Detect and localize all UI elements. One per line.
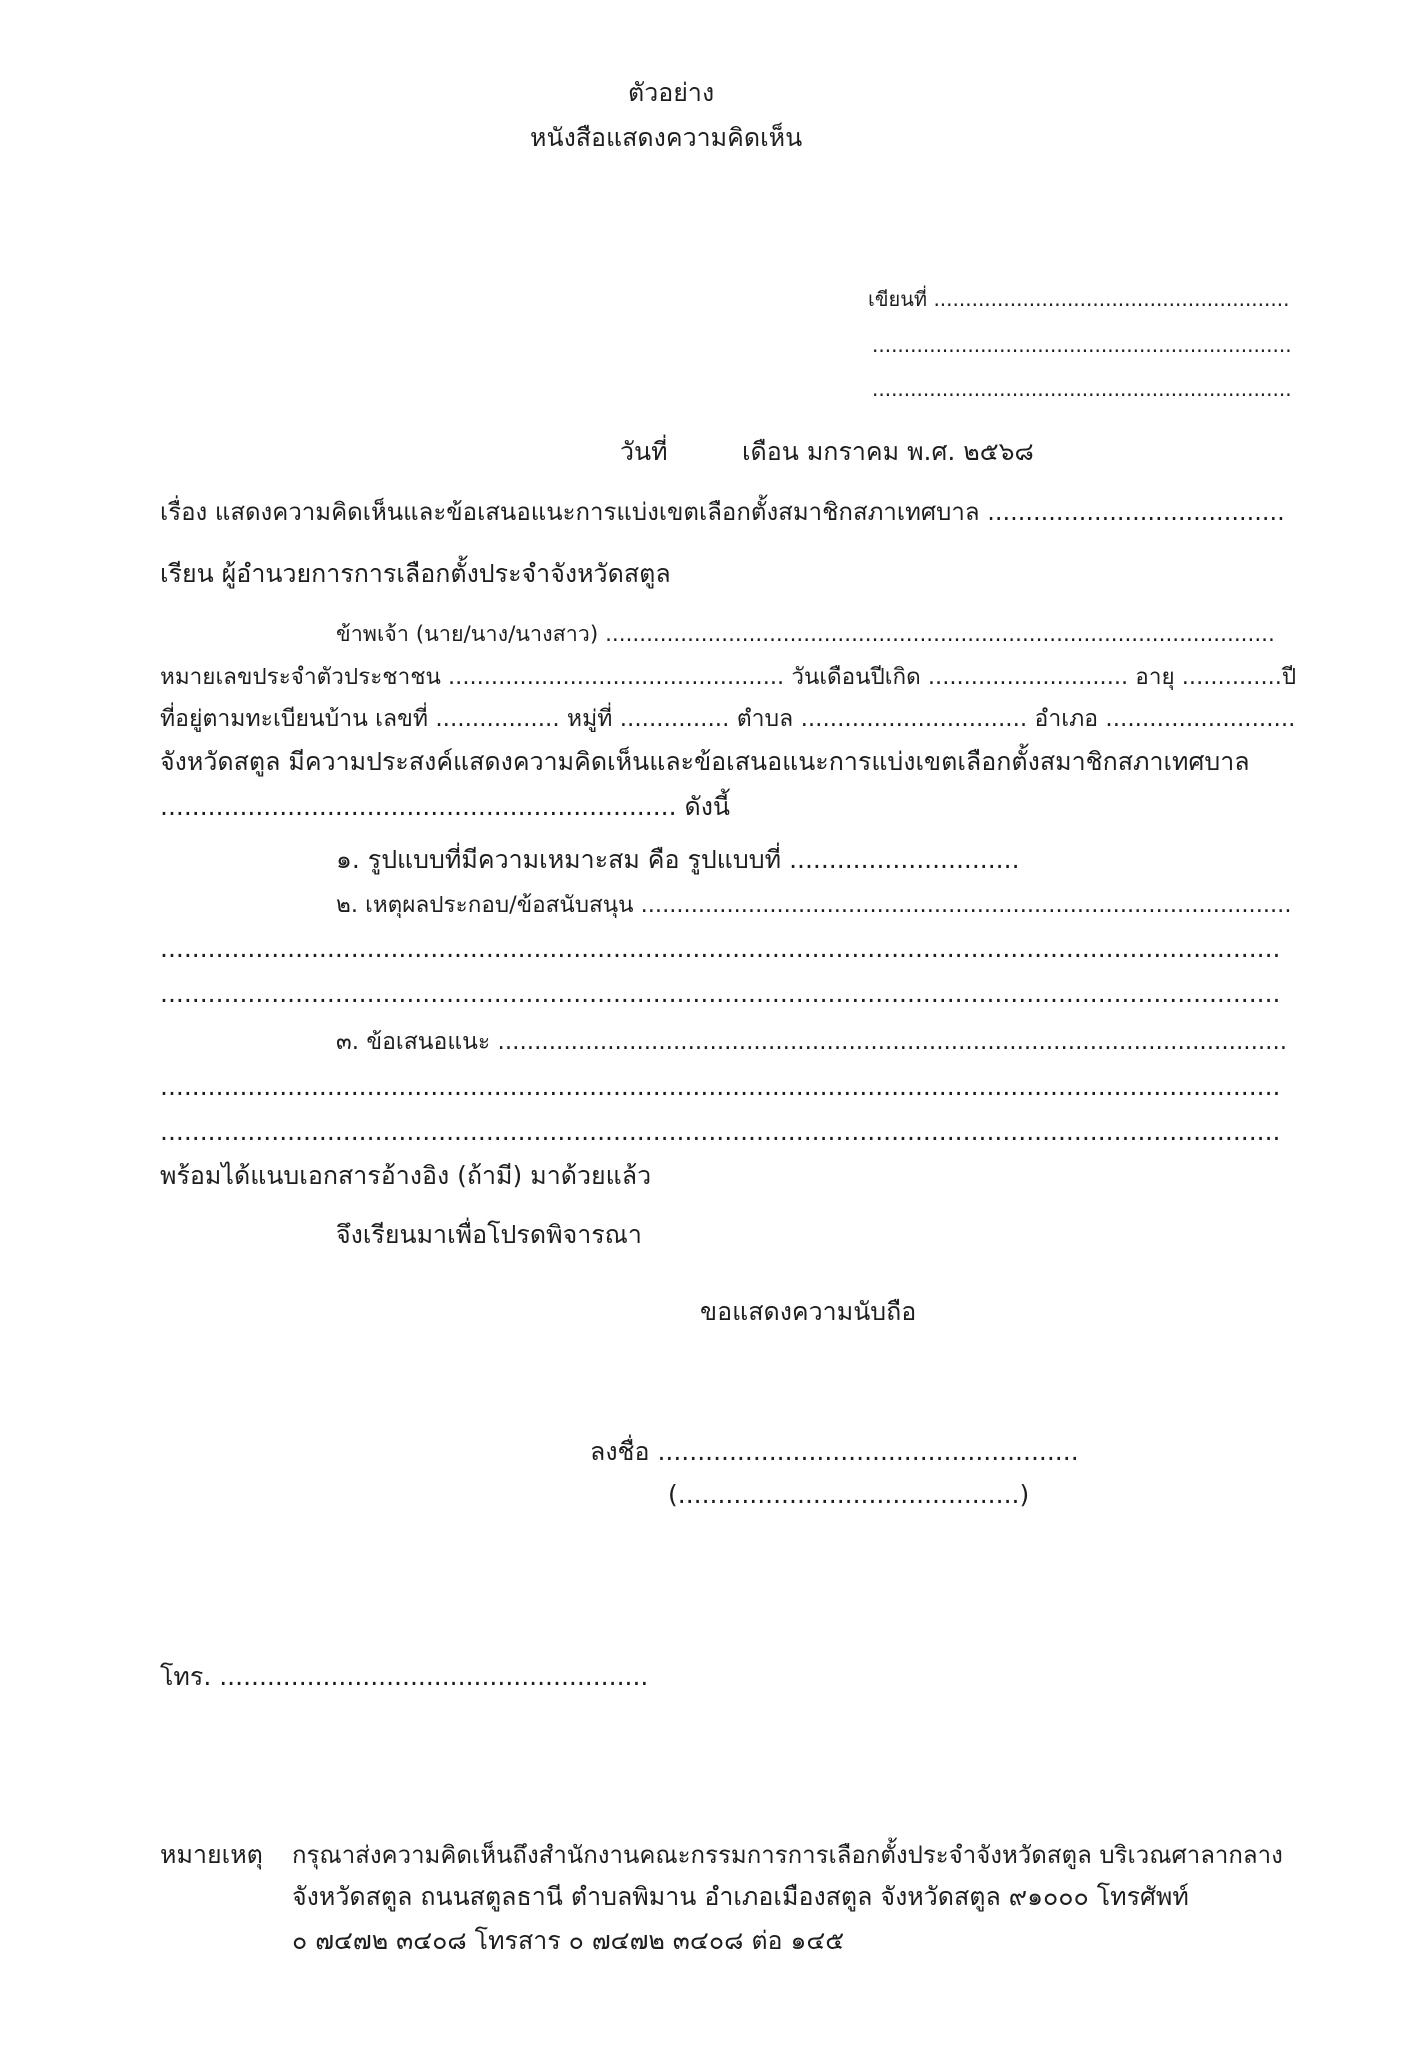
signature-line: ลงชื่อ ..................................................... <box>590 1437 1079 1466</box>
document-title: หนังสือแสดงความคิดเห็น <box>530 123 803 152</box>
sample-label: ตัวอย่าง <box>628 78 715 107</box>
subject-line: เรื่อง แสดงความคิดเห็นและข้อเสนอแนะการแบ่งเขตเลือกตั้งสมาชิกสภาเทศบาล ....................................... <box>160 498 1285 526</box>
note-line-1: กรุณาส่งความคิดเห็นถึงสำนักงานคณะกรรมการการเลือกตั้งประจำจังหวัดสตูล บริเวณศาลากลาง <box>292 1841 1283 1869</box>
note-line-2: จังหวัดสตูล ถนนสตูลธานี ตำบลพิมาน อำเภอเมืองสตูล จังหวัดสตูล ๙๑๐๐๐ โทรศัพท์ <box>292 1882 1189 1911</box>
body-line-id: หมายเลขประจำตัวประชาชน ............................................... วันเดือนปีเกิด ............................ อายุ ..............ปี <box>160 664 1297 690</box>
salutation-line: เรียน ผู้อำนวยการการเลือกตั้งประจำจังหวัดสตูล <box>160 559 671 588</box>
closing-regards: ขอแสดงความนับถือ <box>700 1297 917 1326</box>
attachment-line: พร้อมได้แนบเอกสารอ้างอิง (ถ้ามี) มาด้วยแล้ว <box>160 1161 652 1190</box>
date-day-label: วันที่ <box>620 437 668 466</box>
item-1-format: ๑. รูปแบบที่มีความเหมาะสม คือ รูปแบบที่ ............................. <box>336 845 1020 874</box>
item-2-line-2: ............................................................................................................................................. <box>160 934 1281 963</box>
address-line-2: .................................................................. <box>872 333 1292 357</box>
item-3-line-3: ............................................................................................................................................. <box>160 1117 1281 1146</box>
note-label: หมายเหตุ <box>160 1840 263 1869</box>
phone-line: โทร. ...................................................... <box>160 1662 649 1691</box>
body-line-as-follows: ................................................................. ดังนี้ <box>160 792 731 821</box>
body-line-name: ข้าพเจ้า (นาย/นาง/นางสาว) .................................................................................................. <box>336 622 1275 647</box>
signatory-name: (...........................................) <box>668 1480 1030 1509</box>
body-line-purpose: จังหวัดสตูล มีความประสงค์แสดงความคิดเห็นและข้อเสนอแนะการแบ่งเขตเลือกตั้งสมาชิกสภาเทศบาล <box>160 747 1250 776</box>
written-at-line: เขียนที่ ........................................................ <box>868 287 1290 311</box>
date-month-year: เดือน มกราคม พ.ศ. ๒๕๖๘ <box>742 437 1034 466</box>
body-line-address: ที่อยู่ตามทะเบียนบ้าน เลขที่ ................. หมู่ที่ ............... ตำบล ............................... อำเภอ .......................... <box>160 706 1296 732</box>
item-3-line-2: ............................................................................................................................................. <box>160 1072 1281 1101</box>
address-line-3: .................................................................. <box>872 377 1292 401</box>
item-2-line-3: ............................................................................................................................................. <box>160 979 1281 1008</box>
closing-request: จึงเรียนมาเพื่อโปรดพิจารณา <box>336 1220 642 1249</box>
note-line-3: ๐ ๗๔๗๒ ๓๔๐๘ โทรสาร ๐ ๗๔๗๒ ๓๔๐๘ ต่อ ๑๔๕ <box>292 1926 845 1955</box>
item-2-reasons: ๒. เหตุผลประกอบ/ข้อสนับสนุน ........................................................................................... <box>336 892 1292 918</box>
item-3-suggestions: ๓. ข้อเสนอแนะ ............................................................................................................ <box>336 1029 1288 1055</box>
